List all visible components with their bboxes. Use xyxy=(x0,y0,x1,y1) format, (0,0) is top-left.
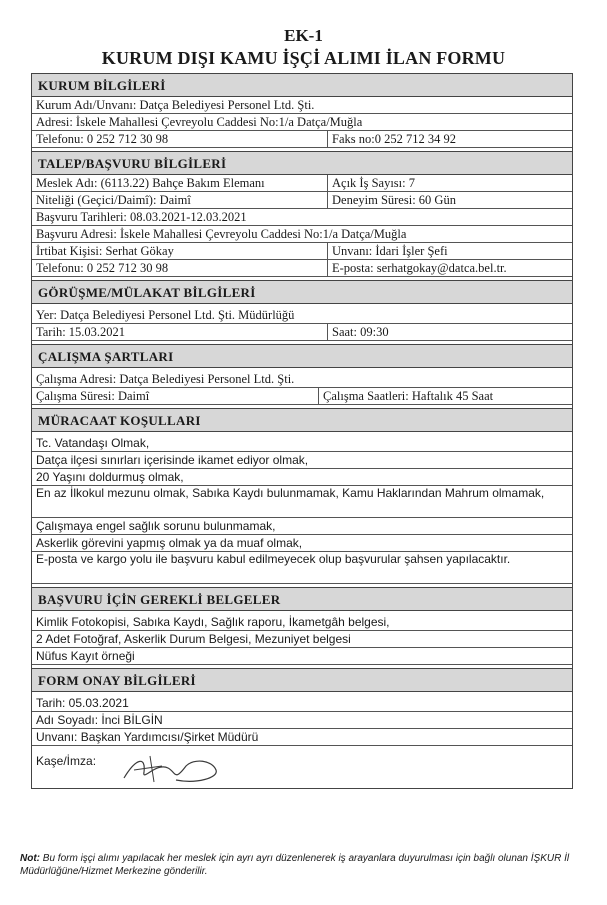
acik-is-sayisi: Açık İş Sayısı: 7 xyxy=(332,176,415,190)
section-gorusme-header: GÖRÜŞME/MÜLAKAT BİLGİLERİ xyxy=(32,280,572,304)
calisma-adresi: Çalışma Adresi: Datça Belediyesi Personel Ltd. Şti. xyxy=(36,372,295,386)
section-belgeler-header: BAŞVURU İÇİN GEREKLİ BELGELER xyxy=(32,587,572,611)
row-gorusme-tarih xyxy=(32,324,572,341)
row-calisma-suresi xyxy=(32,388,572,405)
condition-item: En az İlkokul mezunu olmak, Sabıka Kaydı bulunmamak, Kamu Haklarından Mahrum olmamak, xyxy=(32,486,572,518)
basvuru-adresi: Başvuru Adresi: İskele Mahallesi Çevreyolu Caddesi No:1/a Datça/Muğla xyxy=(36,227,407,241)
gorusme-tarih: Tarih: 15.03.2021 xyxy=(32,324,328,340)
irtibat-kisisi: İrtibat Kişisi: Serhat Gökay xyxy=(32,243,328,259)
section-onay-header: FORM ONAY BİLGİLERİ xyxy=(32,668,572,692)
section-kurum-header: KURUM BİLGİLERİ xyxy=(32,74,572,97)
document-item: Nüfus Kayıt örneği xyxy=(32,648,572,665)
row-basvuru-adresi xyxy=(32,226,572,243)
row-kurum-adres xyxy=(32,114,572,131)
condition-item: E-posta ve kargo yolu ile başvuru kabul edilmeyecek olup başvurular şahsen yapılacaktır. xyxy=(32,552,572,584)
row-nitelik xyxy=(32,192,572,209)
nitelik: Niteliği (Geçici/Daimî): Daimî xyxy=(32,192,328,208)
irtibat-unvan: Unvanı: İdari İşler Şefi xyxy=(332,244,448,258)
row-kurum-telefon xyxy=(32,131,572,148)
onay-adi-soyadi: Adı Soyadı: İnci BİLGİN xyxy=(36,713,163,727)
gorusme-saat: Saat: 09:30 xyxy=(332,325,389,339)
kase-imza-label: Kaşe/İmza: xyxy=(36,754,97,768)
meslek-adi: Meslek Adı: (6113.22) Bahçe Bakım Elemanı xyxy=(32,175,328,191)
calisma-saatleri: Çalışma Saatleri: Haftalık 45 Saat xyxy=(323,389,494,403)
row-irtibat xyxy=(32,243,572,260)
deneyim-suresi: Deneyim Süresi: 60 Gün xyxy=(332,193,456,207)
section-talep-header: TALEP/BAŞVURU BİLGİLERİ xyxy=(32,151,572,175)
kurum-adi: Kurum Adı/Unvanı: Datça Belediyesi Personel Ltd. Şti. xyxy=(36,98,315,112)
row-onay-adi xyxy=(32,712,572,729)
row-onay-unvan xyxy=(32,729,572,746)
condition-item: 20 Yaşını doldurmuş olmak, xyxy=(32,469,572,486)
row-basvuru-tarihleri xyxy=(32,209,572,226)
section-calisma-header: ÇALIŞMA ŞARTLARI xyxy=(32,344,572,368)
row-gorusme-yer xyxy=(32,307,572,324)
announcement-form xyxy=(31,73,573,789)
document-item: Kimlik Fotokopisi, Sabıka Kaydı, Sağlık raporu, İkametgâh belgesi, xyxy=(32,614,572,631)
gorusme-yer: Yer: Datça Belediyesi Personel Ltd. Şti. Müdürlüğü xyxy=(36,308,295,322)
form-code: EK-1 xyxy=(284,26,323,45)
onay-tarih: Tarih: 05.03.2021 xyxy=(36,696,129,710)
talep-telefon: Telefonu: 0 252 712 30 98 xyxy=(32,260,328,276)
kurum-telefon: Telefonu: 0 252 712 30 98 xyxy=(32,131,328,147)
row-meslek xyxy=(32,175,572,192)
talep-eposta: E-posta: serhatgokay@datca.bel.tr. xyxy=(332,261,507,275)
condition-item: Tc. Vatandaşı Olmak, xyxy=(32,435,572,452)
note-label: Not: xyxy=(20,853,40,864)
note-text: Bu form işçi alımı yapılacak her meslek için ayrı ayrı düzenlenerek iş arayanlara duyurulması için bağlı olunan İŞKUR İl Müdürlüğüne/Hizmet Merkezine gönderilir. xyxy=(20,853,570,877)
condition-item: Datça ilçesi sınırları içerisinde ikamet ediyor olmak, xyxy=(32,452,572,469)
row-kase-imza xyxy=(32,746,572,788)
basvuru-tarihleri: Başvuru Tarihleri: 08.03.2021-12.03.2021 xyxy=(36,210,247,224)
calisma-suresi: Çalışma Süresi: Daimî xyxy=(32,388,319,404)
kurum-faks: Faks no:0 252 712 34 92 xyxy=(332,132,456,146)
document-item: 2 Adet Fotoğraf, Askerlik Durum Belgesi, Mezuniyet belgesi xyxy=(32,631,572,648)
row-kurum-adi xyxy=(32,97,572,114)
kurum-adres: Adresi: İskele Mahallesi Çevreyolu Caddesi No:1/a Datça/Muğla xyxy=(36,115,363,129)
footer-note xyxy=(20,852,580,878)
form-title: KURUM DIŞI KAMU İŞÇİ ALIMI İLAN FORMU xyxy=(101,48,506,68)
row-calisma-adresi xyxy=(32,371,572,388)
condition-item: Askerlik görevini yapmış olmak ya da muaf olmak, xyxy=(32,535,572,552)
onay-unvan: Unvanı: Başkan Yardımcısı/Şirket Müdürü xyxy=(36,730,259,744)
section-muracaat-header: MÜRACAAT KOŞULLARI xyxy=(32,408,572,432)
signature-image xyxy=(116,748,226,788)
row-talep-telefon xyxy=(32,260,572,277)
row-onay-tarih xyxy=(32,695,572,712)
condition-item: Çalışmaya engel sağlık sorunu bulunmamak, xyxy=(32,518,572,535)
